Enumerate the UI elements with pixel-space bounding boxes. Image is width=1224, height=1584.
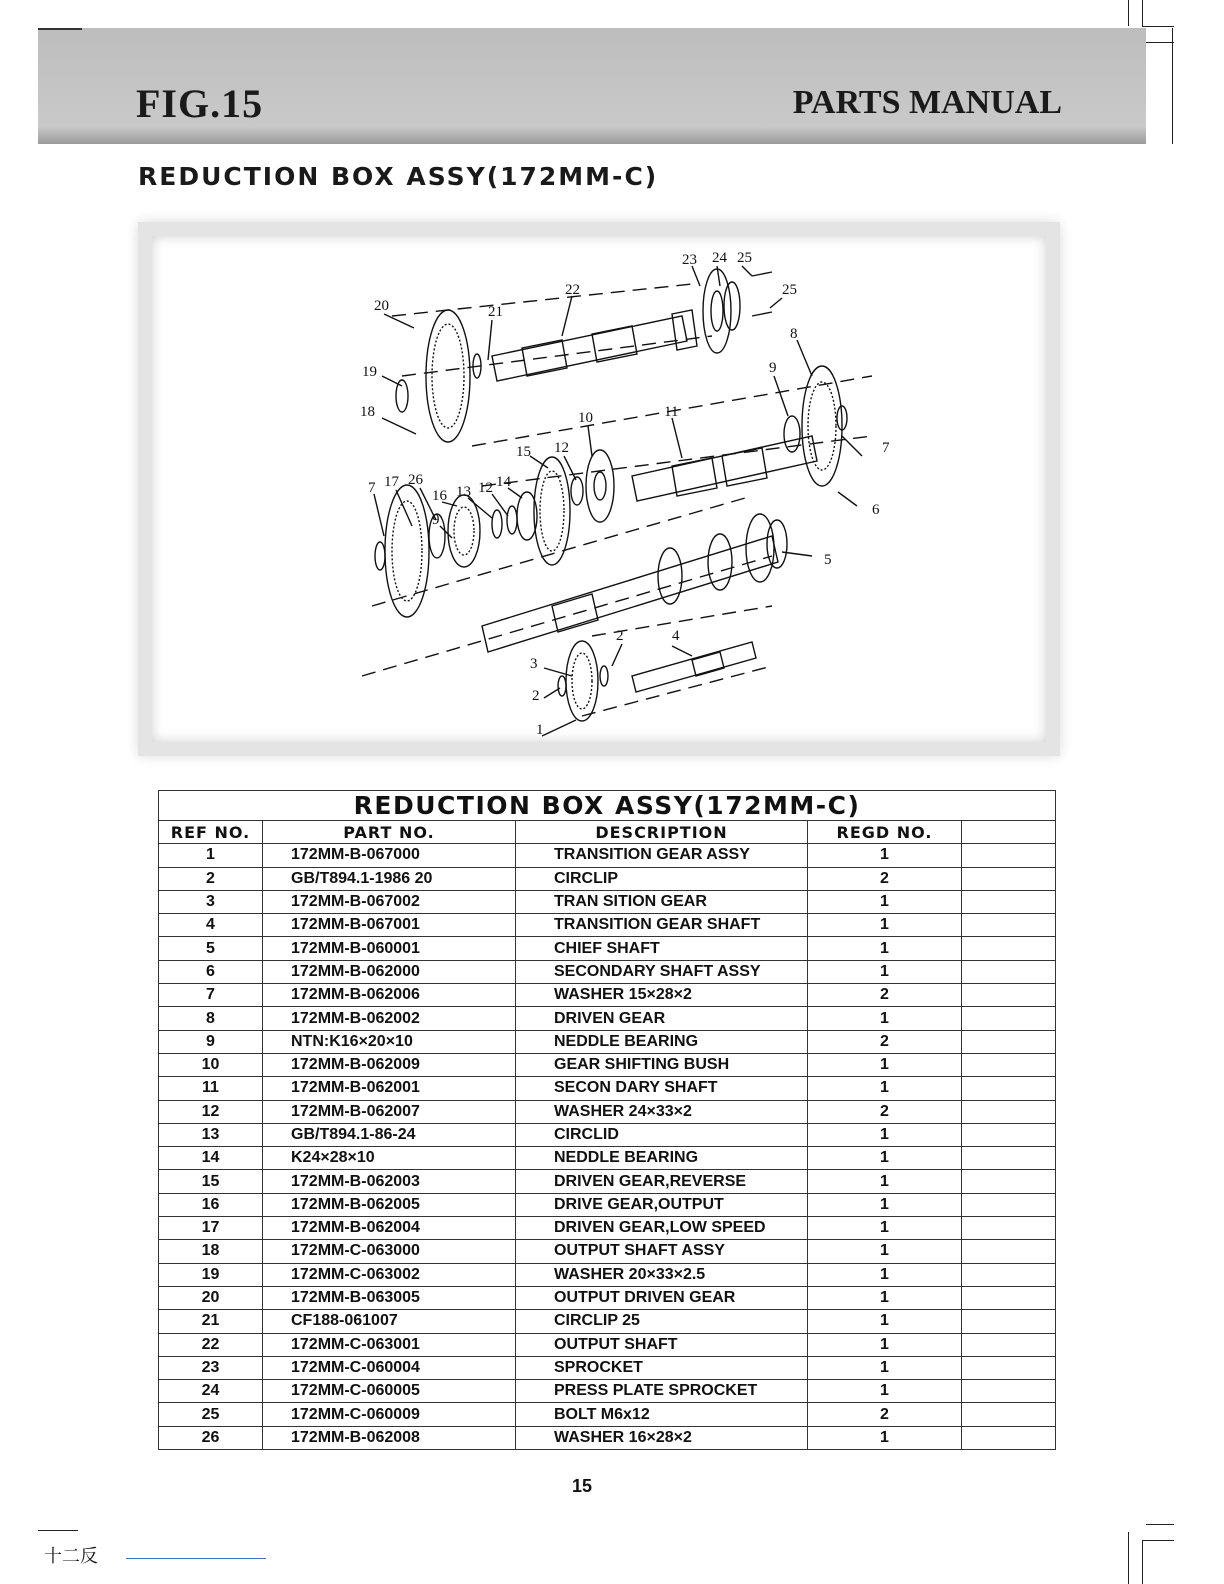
blank-cell bbox=[962, 937, 1056, 960]
callout-label: 25 bbox=[737, 250, 752, 266]
blank-cell bbox=[962, 1123, 1056, 1146]
callout-label: 20 bbox=[374, 298, 389, 314]
callout-label: 22 bbox=[565, 282, 580, 298]
blank-cell bbox=[962, 1286, 1056, 1309]
part-number-cell: 172MM-B-062000 bbox=[263, 960, 516, 983]
quantity-cell: 1 bbox=[808, 1123, 962, 1146]
description-cell: DRIVEN GEAR bbox=[516, 1007, 808, 1030]
table-row bbox=[159, 937, 1056, 960]
crop-mark bbox=[38, 1530, 78, 1531]
description-cell: PRESS PLATE SPROCKET bbox=[516, 1380, 808, 1403]
quantity-cell: 1 bbox=[808, 1170, 962, 1193]
quantity-cell: 2 bbox=[808, 1030, 962, 1053]
callout-label: 7 bbox=[368, 480, 376, 496]
part-number-cell: 172MM-C-063000 bbox=[263, 1240, 516, 1263]
description-cell: SECONDARY SHAFT ASSY bbox=[516, 960, 808, 983]
ref-cell: 6 bbox=[159, 960, 263, 983]
quantity-cell: 2 bbox=[808, 867, 962, 890]
callout-label: 23 bbox=[682, 252, 697, 268]
table-row bbox=[159, 844, 1056, 867]
ref-cell: 1 bbox=[159, 844, 263, 867]
description-cell: TRANSITION GEAR ASSY bbox=[516, 844, 808, 867]
table-row bbox=[159, 1077, 1056, 1100]
table-row bbox=[159, 1007, 1056, 1030]
ref-cell: 10 bbox=[159, 1053, 263, 1076]
callout-label: 12 bbox=[478, 480, 493, 496]
quantity-cell: 1 bbox=[808, 844, 962, 867]
part-number-cell: 172MM-C-060005 bbox=[263, 1380, 516, 1403]
quantity-cell: 1 bbox=[808, 1263, 962, 1286]
callout-label: 14 bbox=[496, 474, 511, 490]
blank-cell bbox=[962, 890, 1056, 913]
quantity-cell: 1 bbox=[808, 1426, 962, 1449]
quantity-cell: 1 bbox=[808, 1240, 962, 1263]
header-band bbox=[38, 28, 1146, 144]
callout-label: 4 bbox=[672, 628, 680, 644]
table-row bbox=[159, 1356, 1056, 1379]
part-number-cell: CF188-061007 bbox=[263, 1310, 516, 1333]
table-title: REDUCTION BOX ASSY(172MM-C) bbox=[159, 791, 1056, 821]
ref-cell: 22 bbox=[159, 1333, 263, 1356]
description-cell: DRIVEN GEAR,LOW SPEED bbox=[516, 1217, 808, 1240]
description-cell: DRIVE GEAR,OUTPUT bbox=[516, 1193, 808, 1216]
figure-label: FIG.15 bbox=[136, 81, 264, 126]
blank-cell bbox=[962, 1426, 1056, 1449]
description-cell: CIRCLID bbox=[516, 1123, 808, 1146]
ref-cell: 5 bbox=[159, 937, 263, 960]
callout-label: 21 bbox=[488, 304, 503, 320]
column-header-part: PART NO. bbox=[263, 821, 516, 844]
callout-label: 17 bbox=[384, 474, 399, 490]
table-row bbox=[159, 1170, 1056, 1193]
part-number-cell: 172MM-C-060009 bbox=[263, 1403, 516, 1426]
column-header-qty: REGD NO. bbox=[808, 821, 962, 844]
table-row bbox=[159, 1123, 1056, 1146]
quantity-cell: 1 bbox=[808, 1007, 962, 1030]
ref-cell: 17 bbox=[159, 1217, 263, 1240]
part-number-cell: 172MM-B-062005 bbox=[263, 1193, 516, 1216]
table-row bbox=[159, 1193, 1056, 1216]
callout-label: 2 bbox=[532, 688, 540, 704]
quantity-cell: 1 bbox=[808, 937, 962, 960]
crop-mark bbox=[1128, 1532, 1129, 1584]
blank-cell bbox=[962, 1263, 1056, 1286]
description-cell: SPROCKET bbox=[516, 1356, 808, 1379]
table-row bbox=[159, 1403, 1056, 1426]
ref-cell: 25 bbox=[159, 1403, 263, 1426]
column-header-ref: REF NO. bbox=[159, 821, 263, 844]
description-cell: OUTPUT DRIVEN GEAR bbox=[516, 1286, 808, 1309]
blank-cell bbox=[962, 1356, 1056, 1379]
part-number-cell: 172MM-B-062006 bbox=[263, 984, 516, 1007]
blank-cell bbox=[962, 1217, 1056, 1240]
part-number-cell: 172MM-C-063002 bbox=[263, 1263, 516, 1286]
ref-cell: 18 bbox=[159, 1240, 263, 1263]
quantity-cell: 1 bbox=[808, 960, 962, 983]
description-cell: TRAN SITION GEAR bbox=[516, 890, 808, 913]
callout-label: 26 bbox=[408, 472, 423, 488]
table-row bbox=[159, 1286, 1056, 1309]
callout-label: 6 bbox=[872, 502, 880, 518]
description-cell: DRIVEN GEAR,REVERSE bbox=[516, 1170, 808, 1193]
quantity-cell: 1 bbox=[808, 1147, 962, 1170]
quantity-cell: 1 bbox=[808, 1286, 962, 1309]
crop-mark bbox=[1142, 26, 1174, 27]
callout-label: 1 bbox=[536, 722, 544, 738]
quantity-cell: 1 bbox=[808, 1077, 962, 1100]
table-row bbox=[159, 1147, 1056, 1170]
crop-mark bbox=[1142, 1540, 1143, 1584]
footer-mark: 十二反 bbox=[44, 1546, 98, 1567]
callout-label: 15 bbox=[516, 444, 531, 460]
callout-label: 11 bbox=[664, 404, 679, 420]
quantity-cell: 1 bbox=[808, 890, 962, 913]
exploded-diagram bbox=[138, 222, 1060, 756]
part-number-cell: 172MM-B-062004 bbox=[263, 1217, 516, 1240]
table-row bbox=[159, 914, 1056, 937]
table-row bbox=[159, 890, 1056, 913]
part-number-cell: 172MM-B-067001 bbox=[263, 914, 516, 937]
description-cell: CIRCLIP bbox=[516, 867, 808, 890]
table-row bbox=[159, 867, 1056, 890]
table-row bbox=[159, 1217, 1056, 1240]
part-number-cell: 172MM-B-062007 bbox=[263, 1100, 516, 1123]
part-number-cell: 172MM-B-062001 bbox=[263, 1077, 516, 1100]
quantity-cell: 1 bbox=[808, 1193, 962, 1216]
ref-cell: 4 bbox=[159, 914, 263, 937]
manual-title: PARTS MANUAL bbox=[792, 84, 1062, 121]
quantity-cell: 2 bbox=[808, 1403, 962, 1426]
description-cell: WASHER 16×28×2 bbox=[516, 1426, 808, 1449]
ref-cell: 19 bbox=[159, 1263, 263, 1286]
part-number-cell: 172MM-B-060001 bbox=[263, 937, 516, 960]
table-row bbox=[159, 1240, 1056, 1263]
table-row bbox=[159, 1380, 1056, 1403]
callout-label: 13 bbox=[456, 484, 471, 500]
callout-label: 18 bbox=[360, 404, 375, 420]
description-cell: WASHER 15×28×2 bbox=[516, 984, 808, 1007]
callout-label: 2 bbox=[616, 628, 624, 644]
callout-label: 7 bbox=[882, 440, 890, 456]
crop-mark bbox=[1172, 28, 1173, 144]
description-cell: CIRCLIP 25 bbox=[516, 1310, 808, 1333]
table-row bbox=[159, 1333, 1056, 1356]
column-header-blank bbox=[962, 821, 1056, 844]
table-row bbox=[159, 960, 1056, 983]
column-header-description: DESCRIPTION bbox=[516, 821, 808, 844]
callout-label: 9 bbox=[769, 360, 777, 376]
table-row bbox=[159, 1100, 1056, 1123]
callout-label: 8 bbox=[790, 326, 798, 342]
callout-label: 19 bbox=[362, 364, 377, 380]
ref-cell: 23 bbox=[159, 1356, 263, 1379]
callout-label: 25 bbox=[782, 282, 797, 298]
ref-cell: 8 bbox=[159, 1007, 263, 1030]
blank-cell bbox=[962, 1077, 1056, 1100]
description-cell: TRANSITION GEAR SHAFT bbox=[516, 914, 808, 937]
blank-cell bbox=[962, 1053, 1056, 1076]
callout-label: 24 bbox=[712, 250, 727, 266]
part-number-cell: 172MM-B-062002 bbox=[263, 1007, 516, 1030]
parts-table-body bbox=[159, 844, 1056, 1450]
ref-cell: 3 bbox=[159, 890, 263, 913]
part-number-cell: K24×28×10 bbox=[263, 1147, 516, 1170]
crop-mark bbox=[1146, 1524, 1174, 1525]
quantity-cell: 1 bbox=[808, 1333, 962, 1356]
ref-cell: 20 bbox=[159, 1286, 263, 1309]
ref-cell: 7 bbox=[159, 984, 263, 1007]
description-cell: WASHER 24×33×2 bbox=[516, 1100, 808, 1123]
crop-mark bbox=[1128, 0, 1129, 26]
table-row bbox=[159, 984, 1056, 1007]
part-number-cell: NTN:K16×20×10 bbox=[263, 1030, 516, 1053]
table-row bbox=[159, 1310, 1056, 1333]
ref-cell: 21 bbox=[159, 1310, 263, 1333]
blank-cell bbox=[962, 984, 1056, 1007]
page-number: 15 bbox=[572, 1476, 593, 1496]
table-row bbox=[159, 1426, 1056, 1449]
section-title: REDUCTION BOX ASSY(172MM-C) bbox=[138, 162, 659, 191]
ref-cell: 11 bbox=[159, 1077, 263, 1100]
parts-table bbox=[158, 790, 1056, 1450]
ref-cell: 24 bbox=[159, 1380, 263, 1403]
blank-cell bbox=[962, 914, 1056, 937]
callout-label: 5 bbox=[824, 552, 832, 568]
blank-cell bbox=[962, 867, 1056, 890]
part-number-cell: 172MM-C-060004 bbox=[263, 1356, 516, 1379]
part-number-cell: 172MM-B-062003 bbox=[263, 1170, 516, 1193]
ref-cell: 2 bbox=[159, 867, 263, 890]
part-number-cell: 172MM-B-067000 bbox=[263, 844, 516, 867]
callout-label: 3 bbox=[530, 656, 538, 672]
crop-mark bbox=[1142, 1540, 1174, 1541]
callout-label: 9 bbox=[432, 512, 440, 528]
blank-cell bbox=[962, 1170, 1056, 1193]
blank-cell bbox=[962, 844, 1056, 867]
blank-cell bbox=[962, 1007, 1056, 1030]
quantity-cell: 1 bbox=[808, 1310, 962, 1333]
ref-cell: 16 bbox=[159, 1193, 263, 1216]
part-number-cell: 172MM-B-062008 bbox=[263, 1426, 516, 1449]
part-number-cell: 172MM-B-067002 bbox=[263, 890, 516, 913]
ref-cell: 14 bbox=[159, 1147, 263, 1170]
crop-mark bbox=[1142, 0, 1143, 26]
quantity-cell: 1 bbox=[808, 1380, 962, 1403]
description-cell: NEDDLE BEARING bbox=[516, 1030, 808, 1053]
diagram-svg bbox=[152, 236, 1046, 742]
crop-mark bbox=[1146, 42, 1174, 43]
description-cell: WASHER 20×33×2.5 bbox=[516, 1263, 808, 1286]
blank-cell bbox=[962, 1147, 1056, 1170]
quantity-cell: 1 bbox=[808, 1217, 962, 1240]
description-cell: NEDDLE BEARING bbox=[516, 1147, 808, 1170]
table-row bbox=[159, 1030, 1056, 1053]
quantity-cell: 1 bbox=[808, 1356, 962, 1379]
blank-cell bbox=[962, 1240, 1056, 1263]
blank-cell bbox=[962, 1030, 1056, 1053]
header-rule bbox=[38, 28, 82, 30]
blank-cell bbox=[962, 1193, 1056, 1216]
quantity-cell: 1 bbox=[808, 914, 962, 937]
blank-cell bbox=[962, 1380, 1056, 1403]
quantity-cell: 1 bbox=[808, 1053, 962, 1076]
description-cell: SECON DARY SHAFT bbox=[516, 1077, 808, 1100]
quantity-cell: 2 bbox=[808, 984, 962, 1007]
description-cell: BOLT M6x12 bbox=[516, 1403, 808, 1426]
blank-cell bbox=[962, 1310, 1056, 1333]
callout-label: 12 bbox=[554, 440, 569, 456]
ref-cell: 13 bbox=[159, 1123, 263, 1146]
blank-cell bbox=[962, 1100, 1056, 1123]
table-row bbox=[159, 1263, 1056, 1286]
description-cell: OUTPUT SHAFT bbox=[516, 1333, 808, 1356]
description-cell: OUTPUT SHAFT ASSY bbox=[516, 1240, 808, 1263]
blank-cell bbox=[962, 960, 1056, 983]
blank-cell bbox=[962, 1333, 1056, 1356]
description-cell: GEAR SHIFTING BUSH bbox=[516, 1053, 808, 1076]
part-number-cell: 172MM-B-062009 bbox=[263, 1053, 516, 1076]
description-cell: CHIEF SHAFT bbox=[516, 937, 808, 960]
part-number-cell: 172MM-C-063001 bbox=[263, 1333, 516, 1356]
footer-rule bbox=[126, 1558, 266, 1559]
blank-cell bbox=[962, 1403, 1056, 1426]
ref-cell: 15 bbox=[159, 1170, 263, 1193]
part-number-cell: GB/T894.1-86-24 bbox=[263, 1123, 516, 1146]
part-number-cell: 172MM-B-063005 bbox=[263, 1286, 516, 1309]
ref-cell: 12 bbox=[159, 1100, 263, 1123]
callout-label: 16 bbox=[432, 488, 447, 504]
table-row bbox=[159, 1053, 1056, 1076]
callout-label: 10 bbox=[578, 410, 593, 426]
ref-cell: 26 bbox=[159, 1426, 263, 1449]
quantity-cell: 2 bbox=[808, 1100, 962, 1123]
part-number-cell: GB/T894.1-1986 20 bbox=[263, 867, 516, 890]
ref-cell: 9 bbox=[159, 1030, 263, 1053]
